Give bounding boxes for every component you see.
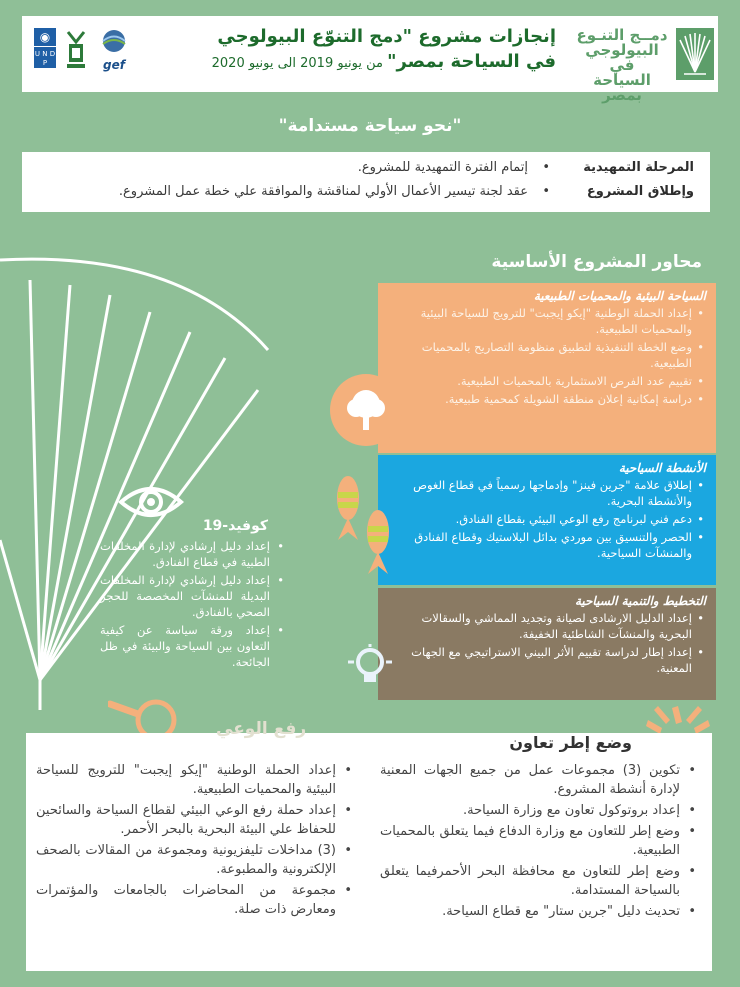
list-item: • الحصر والتنسيق بين موردي بدائل البلاستيك وقطاع الفنادق والمنشآت السياحية. xyxy=(386,529,692,561)
gef-logo-text: gef xyxy=(103,58,125,72)
list-item: • تحديث دليل "جرين ستار" مع قطاع السياحة. xyxy=(380,902,680,921)
axis-ecotourism xyxy=(378,283,716,453)
list-item: • إعداد بروتوكول تعاون مع وزارة السياحة. xyxy=(380,801,680,820)
logo-text-line: السياحة بمصر xyxy=(593,71,651,104)
logo-text-line: دمــج التنـوع xyxy=(576,26,668,44)
gef-logo xyxy=(96,28,132,72)
list-item: • إعداد حملة رفع الوعي البيئي لقطاع السياحة والسائحين للحفاظ علي البيئة البحرية بالبحر الأحمر. xyxy=(36,801,336,839)
phase-text: عقد لجنة تيسير الأعمال الأولي لمناقشة والموافقة علي خطة عمل المشروع. xyxy=(118,184,528,199)
axis-list xyxy=(386,610,706,676)
list-item: • مجموعة من المحاضرات بالجامعات والمؤتمرات ومعارض ذات صلة. xyxy=(36,881,336,919)
list-item: • إعداد ورقة سياسة عن كيفية التعاون بين السياحة والبيئة في ظل الجائحة. xyxy=(100,622,270,670)
tree-icon xyxy=(330,374,402,446)
awareness-title: رفع الوعي xyxy=(216,719,307,739)
slogan: "نحو سياحة مستدامة" xyxy=(278,116,462,136)
axes-section-title: محاور المشروع الأساسية xyxy=(491,252,702,272)
phase-row xyxy=(22,160,710,182)
list-item: • تقييم عدد الفرص الاستثمارية بالمحميات الطبيعية. xyxy=(386,373,692,389)
list-item: • إعداد الحملة الوطنية "إيكو إيجبت" للترويج للسياحة البيئية والمحميات الطبيعية. xyxy=(36,761,336,799)
axis-title: السياحة البيئية والمحميات الطبيعية xyxy=(533,289,706,303)
cooperation-list xyxy=(380,761,700,921)
bullet-icon: • xyxy=(542,184,550,199)
undp-logo-text: U N D P xyxy=(34,50,56,67)
undp-logo: ◉ U N D P xyxy=(34,30,56,67)
bullet-icon: • xyxy=(542,160,550,175)
axis-tourism-planning xyxy=(378,588,716,700)
axis-title: التخطيط والتنمية السياحية xyxy=(574,594,706,608)
list-item: • وضع الخطة التنفيذية لتطبيق منظومة التصاريح بالمحميات الطبيعية. xyxy=(386,339,692,371)
axis-tourism-activities xyxy=(378,455,716,585)
header-title: إنجازات مشروع "دمج التنوّع البيولوجي xyxy=(217,26,556,47)
list-item: • إطلاق علامة "جرين فينز" وإدماجها رسمياً في قطاع الغوص والأنشطة البحرية. xyxy=(386,477,692,509)
cooperation-title: وضع إطر تعاون xyxy=(509,733,632,752)
project-logo xyxy=(570,16,718,104)
list-item: • إعداد الدليل الارشادى لصيانة وتجديد المماشي والسقالات البحرية والمنشآت الشاطئية الخفيفة. xyxy=(386,610,692,642)
cooperation-column xyxy=(380,761,700,923)
phase-row xyxy=(22,184,710,206)
header-date-range: من يونيو 2019 الى يونيو 2020 xyxy=(211,56,388,71)
header-subtitle xyxy=(212,51,556,72)
list-item: • دراسة إمكانية إعلان منطقة الشويلة كمحمية طبيعية. xyxy=(386,391,692,407)
awareness-list xyxy=(36,761,356,919)
covid-list xyxy=(100,538,288,670)
palm-leaf-icon xyxy=(676,28,714,80)
bottom-box xyxy=(26,719,712,971)
awareness-column xyxy=(36,761,356,921)
fish-icon xyxy=(334,474,362,544)
lightbulb-icon xyxy=(344,644,396,688)
ministry-emblem-icon xyxy=(64,28,88,72)
partner-logos xyxy=(34,28,144,84)
list-item: • تكوين (3) مجموعات عمل من جميع الجهات المعنية لإدارة أنشطة المشروع. xyxy=(380,761,680,799)
list-item: • وضع إطر للتعاون مع محافظة البحر الأحمرفيما يتعلق بالسياحة المستدامة. xyxy=(380,862,680,900)
covid-section xyxy=(100,518,288,672)
phase-name: وإطلاق المشروع xyxy=(586,184,694,199)
header-banner xyxy=(22,16,718,104)
covid-title: كوفيد-19 xyxy=(202,518,268,534)
phases-box xyxy=(22,152,710,212)
list-item: • إعداد دليل إرشادي لإدارة المخلفات الطبية في قطاع الفنادق. xyxy=(100,538,270,570)
fish-icon xyxy=(364,508,392,578)
list-item: • إعداد الحملة الوطنية "إيكو إيجبت" للترويج للسياحة البيئية والمحميات الطبيعية. xyxy=(386,305,692,337)
axis-title: الأنشطة السياحية xyxy=(618,461,706,475)
list-item: • (3) مداخلات تليفزيونية ومجموعة من المقالات بالصحف الإلكترونية والمطبوعة. xyxy=(36,841,336,879)
logo-text-line: البيولوجي في xyxy=(585,41,659,74)
header-subtitle-main: في السياحة بمصر" xyxy=(387,51,556,72)
project-logo-text xyxy=(574,28,670,103)
list-item: • دعم فني لبرنامج رفع الوعي البيئي بقطاع الفنادق. xyxy=(386,511,692,527)
phase-text: إتمام الفترة التمهيدية للمشروع. xyxy=(357,160,528,175)
globe-icon xyxy=(96,28,132,54)
list-item: • إعداد إطار لدراسة تقييم الأثر البيني الاستراتيجي مع الجهات المعنية. xyxy=(386,644,692,676)
list-item: • إعداد دليل إرشادي لإدارة المخلفات البديلة للمنشآت المخصصة للحجر الصحي بالفنادق. xyxy=(100,572,270,620)
axis-list xyxy=(386,305,706,407)
axis-list xyxy=(386,477,706,561)
phase-name: المرحلة التمهيدية xyxy=(583,160,694,175)
list-item: • وضع إطر للتعاون مع وزارة الدفاع فيما يتعلق بالمحميات الطبيعية. xyxy=(380,822,680,860)
